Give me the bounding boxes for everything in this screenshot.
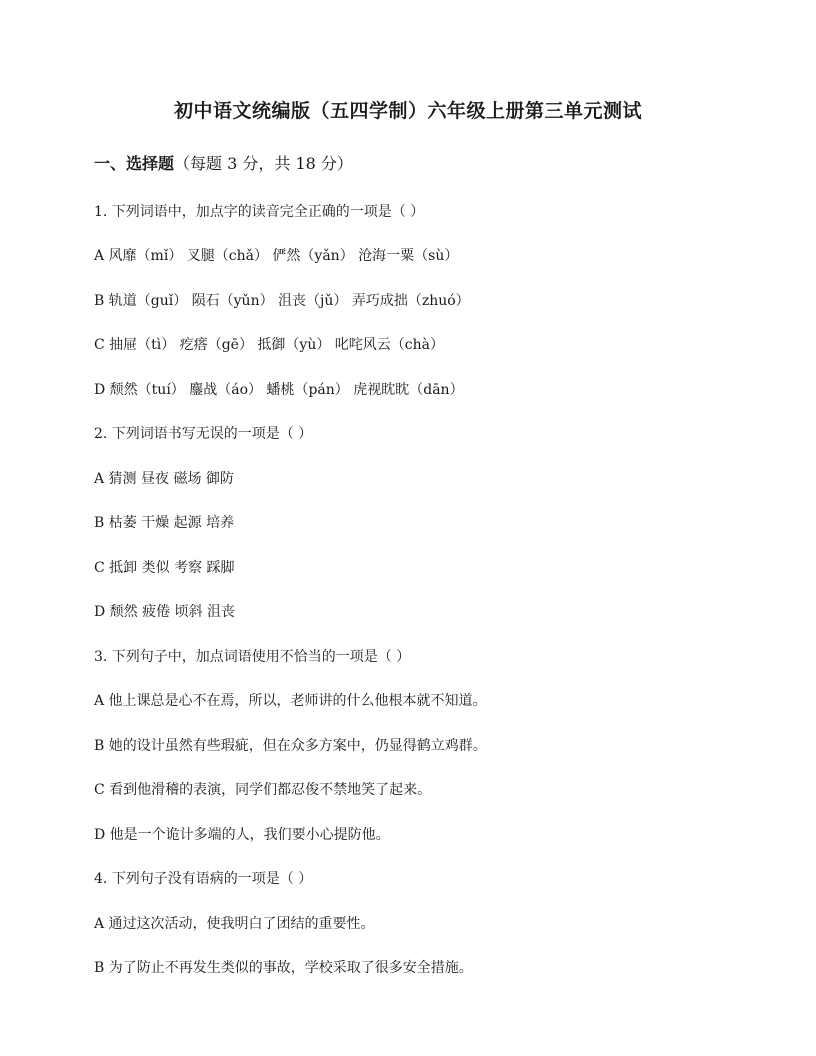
question-2-option-c: C 抵卸 类似 考察 踩脚 [94, 560, 235, 576]
question-3-option-c: C 看到他滑稽的表演，同学们都忍俊不禁地笑了起来。 [94, 782, 432, 798]
section-heading: 一、选择题 [94, 154, 175, 173]
question-1-option-a: A 风靡（mǐ） 叉腿（chǎ） 俨然（yǎn） 沧海一粟（sù） [94, 248, 459, 264]
question-2-option-b: B 枯萎 干燥 起源 培养 [94, 515, 235, 531]
section-heading-row [94, 151, 353, 174]
question-1-option-d: D 颓然（tuí） 鏖战（áo） 蟠桃（pán） 虎视眈眈（dān） [94, 382, 464, 398]
document-title: 初中语文统编版（五四学制）六年级上册第三单元测试 [173, 100, 642, 122]
question-1-option-b: B 轨道（guǐ） 陨石（yǔn） 沮丧（jǔ） 弄巧成拙（zhuó） [94, 293, 470, 309]
question-2-stem: 2. 下列词语书写无误的一项是（ ） [94, 426, 313, 442]
question-3-option-d: D 他是一个诡计多端的人，我们要小心提防他。 [94, 827, 390, 843]
question-3-stem: 3. 下列句子中，加点词语使用不恰当的一项是（ ） [94, 649, 411, 665]
question-1-stem: 1. 下列词语中，加点字的读音完全正确的一项是（ ） [94, 204, 425, 220]
question-3-option-a: A 他上课总是心不在焉，所以，老师讲的什么他根本就不知道。 [94, 693, 487, 709]
question-2-option-d: D 颓然 疲倦 顷斜 沮丧 [94, 604, 236, 620]
section-note: （每题 3 分，共 18 分） [174, 154, 353, 173]
question-2-option-a: A 猜测 昼夜 磁场 御防 [94, 471, 234, 487]
question-4-option-a: A 通过这次活动，使我明白了团结的重要性。 [94, 916, 375, 932]
question-4-stem: 4. 下列句子没有语病的一项是（ ） [94, 871, 313, 887]
question-4-option-b: B 为了防止不再发生类似的事故，学校采取了很多安全措施。 [94, 960, 473, 976]
question-1-option-c: C 抽屉（tì） 疙瘩（gē） 抵御（yù） 叱咤风云（chà） [94, 337, 444, 353]
question-3-option-b: B 她的设计虽然有些瑕疵，但在众多方案中，仍显得鹤立鸡群。 [94, 738, 487, 754]
